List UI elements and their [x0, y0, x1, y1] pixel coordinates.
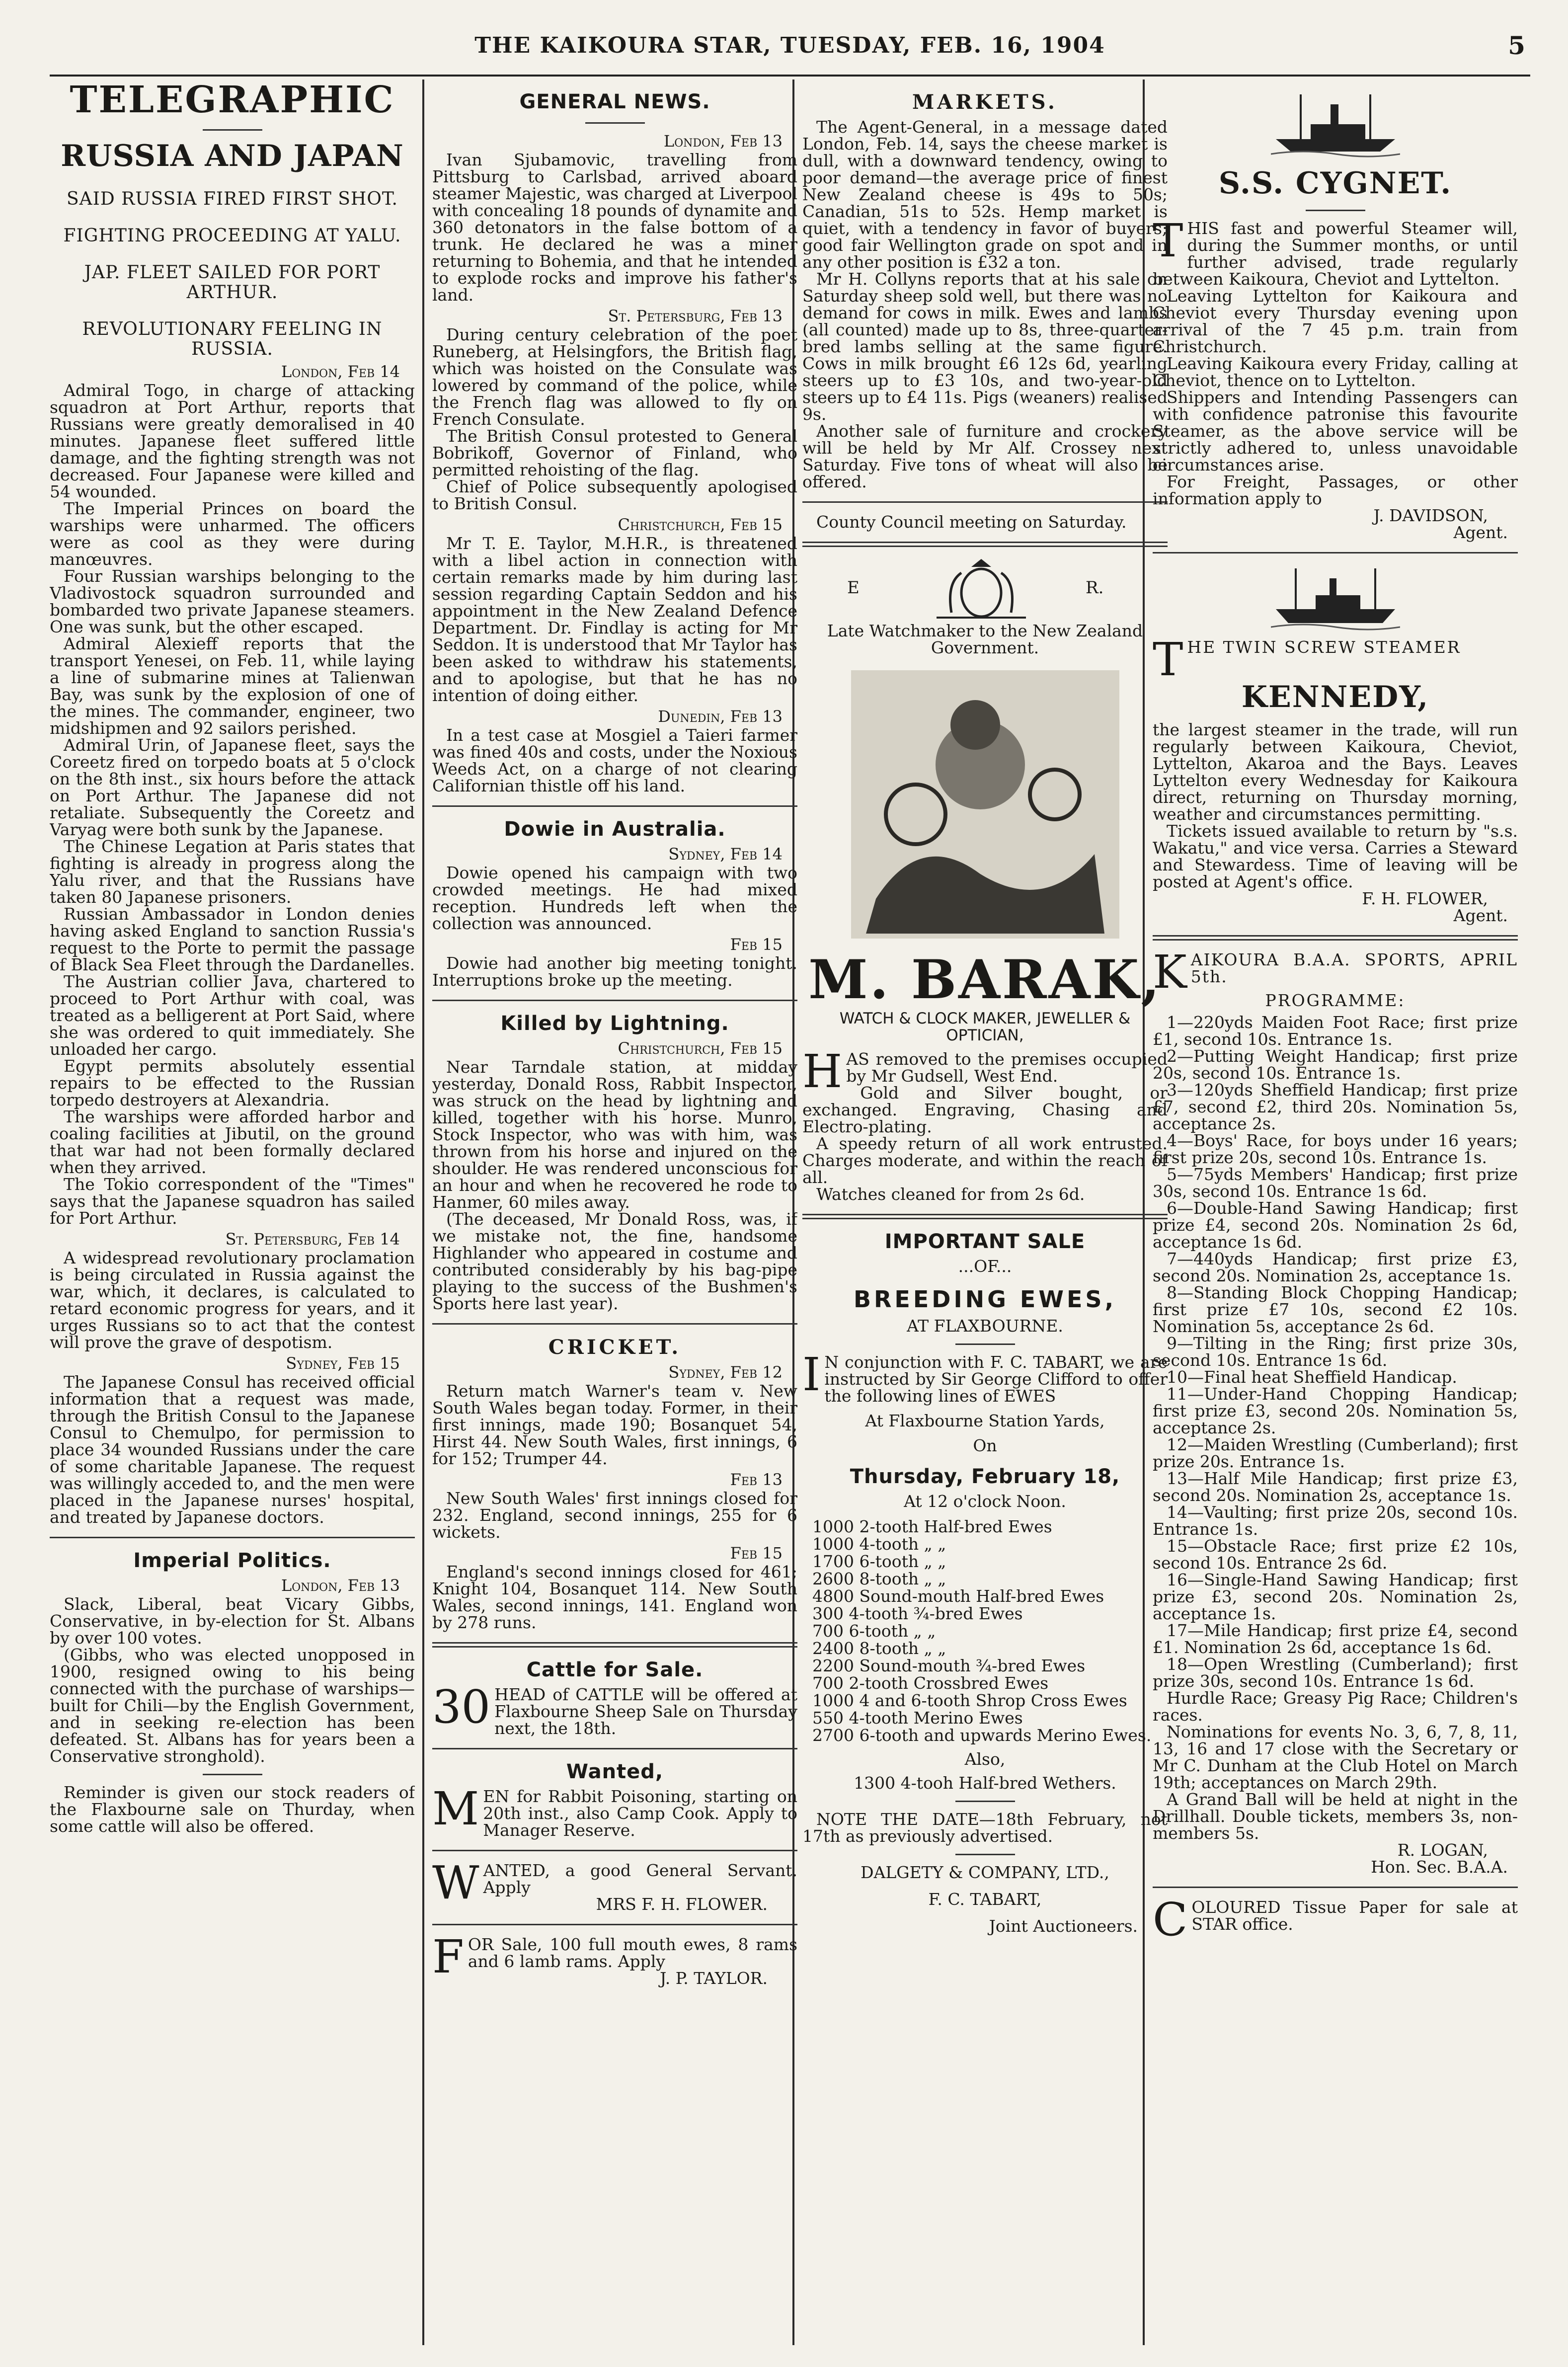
- dateline: St. Petersburg, Feb 13: [608, 307, 783, 325]
- ad-subline: On: [973, 1436, 997, 1455]
- ad-signature: Agent.: [1453, 523, 1508, 542]
- page-number: 5: [1508, 31, 1525, 60]
- paragraph: The Chinese Legation at Paris states that fighting is already in progress along the Yalu river, and that the Russians have taken 80 Japanese prisoners.: [50, 837, 415, 907]
- list-item: 300 4-tooth ¾-bred Ewes: [812, 1604, 1023, 1623]
- section-heading: CRICKET.: [548, 1336, 682, 1359]
- list-item: 14—Vaulting; first prize 20s, second 10s. Entrance 1s.: [1153, 1502, 1518, 1539]
- list-item: Hurdle Race; Greasy Pig Race; Children's races.: [1153, 1688, 1518, 1725]
- dateline: Christchurch, Feb 15: [618, 515, 783, 534]
- list-item: 1000 2-tooth Half-bred Ewes: [812, 1517, 1052, 1536]
- drop-cap: K: [1153, 946, 1187, 999]
- paragraph: England's second innings closed for 461; Knight 104, Bosanquet 114. New South Wales, second innings, 141. England won by 278 runs.: [432, 1562, 797, 1632]
- paragraph: In a test case at Mosgiel a Taieri farmer was fined 40s and costs, under the Noxious Weeds Act, on a charge of not clearing Californian thistle off his land.: [432, 725, 797, 795]
- masthead-title: THE KAIKOURA STAR, TUESDAY, FEB. 16, 1904: [474, 33, 1105, 58]
- divider: [432, 1323, 797, 1325]
- classified-ad: 30 HEAD of CATTLE will be offered at Flaxbourne Sheep Sale on Thursday next, the 18th.: [432, 1680, 797, 1738]
- drop-cap: W: [432, 1856, 479, 1909]
- ad-lead: KAIKOURA B.A.A. SPORTS, APRIL 5th.: [1153, 946, 1518, 999]
- drop-cap: I: [802, 1348, 821, 1401]
- divider: [432, 1000, 797, 1001]
- paragraph: Ivan Sjubamovic, travelling from Pittsburg to Carlsbad, arrived aboard steamer Majestic, was charged at Liverpool with concealing 18 pounds of dynamite and 360 detonators in the false bottom of a trunk. He declared he was a miner returning to Bohemia, and that he intended to explode rocks and improve his father's land.: [432, 150, 797, 305]
- drop-cap: F: [432, 1930, 464, 1983]
- drop-cap: T: [1153, 214, 1183, 267]
- paragraph: A widespread revolutionary proclamation is being circulated in Russia against the war, which, it declares, is calculated to retard economic progress for years, and it urges Russians so to act that the contest will prove the grave of despotism.: [50, 1248, 415, 1352]
- paragraph: the largest steamer in the trade, will run regularly between Kaikoura, Cheviot, Lyttelton, Akaroa and the Bays. Leaves Lyttelton every Wednesday for Kaikoura direct, returning on Thursday morning, weather and circumstances permitting.: [1153, 720, 1518, 824]
- paragraph: Egypt permits absolutely essential repairs to be effected to the Russian torpedo destroyers at Alexandria.: [50, 1056, 415, 1109]
- ad-subline: AT FLAXBOURNE.: [907, 1316, 1063, 1336]
- paragraph: Leaving Lyttelton for Kaikoura and Cheviot every Thursday evening upon arrival of the 7 45 p.m. train from Christchurch.: [1153, 286, 1518, 356]
- paragraph: Chief of Police subsequently apologised to British Consul.: [432, 477, 797, 513]
- list-item: 2—Putting Weight Handicap; first prize 20s, second 10s. Entrance 1s.: [1153, 1046, 1518, 1083]
- paragraph: (The deceased, Mr Donald Ross, was, if we mistake not, the fine, handsome Highlander who appeared in costume and contributed considerably by his bag-pipe playing to the success of the Bushmen's Sports here last year).: [432, 1209, 797, 1313]
- masthead: [50, 20, 1530, 77]
- ad-subline: At Flaxbourne Station Yards,: [865, 1411, 1105, 1430]
- dateline: Sydney, Feb 12: [668, 1363, 783, 1382]
- paragraph: Russian Ambassador in London denies having asked England to sanction Russia's request to the Porte to permit the passage of Black Sea Fleet through the Dardanelles.: [50, 904, 415, 974]
- crest-letter: R.: [1086, 578, 1104, 598]
- paragraph: (Gibbs, who was elected unopposed in 1900, resigned owing to his being connected with the purchase of warships—built for Chili—by the English Government, and in seeking re-election has been defeated. St. Albans has for years been a Conservative stronghold).: [50, 1645, 415, 1766]
- list-item: 13—Half Mile Handicap; first prize £3, second 20s. Nomination 2s, acceptance 1s.: [1153, 1469, 1518, 1505]
- paragraph: Reminder is given our stock readers of the Flaxbourne sale on Thurday, when some cattle will also be offered.: [50, 1783, 415, 1836]
- list-item: 9—Tilting in the Ring; first prize 30s, second 10s. Entrance 1s 6d.: [1153, 1334, 1518, 1370]
- divider: [432, 1850, 797, 1851]
- paragraph: NOTE THE DATE—18th February, not 17th as previously advertised.: [802, 1810, 1168, 1846]
- ad-heading: IMPORTANT SALE: [884, 1230, 1086, 1253]
- paragraph: During century celebration of the poet Runeberg, at Helsingfors, the British flag, which was hoisted on the Consulate was lowered by command of the police, while the French flag was allowed to fly on French Consulate.: [432, 325, 797, 429]
- jeweller-trade: WATCH & CLOCK MAKER, JEWELLER & OPTICIAN,: [839, 1010, 1131, 1044]
- auctioneer: DALGETY & COMPANY, LTD.,: [861, 1863, 1109, 1882]
- paragraph: For Freight, Passages, or other information apply to: [1153, 472, 1518, 508]
- paragraph: Admiral Alexieff reports that the transport Yenesei, on Feb. 11, while laying a line of submarine mines at Talienwan Bay, was sunk by the explosion of one of the mines. The commander, engineer, two midshipmen and 92 sailors perished.: [50, 634, 415, 738]
- ad-signature: J. DAVIDSON,: [1373, 506, 1488, 525]
- ad-signature: MRS F. H. FLOWER.: [596, 1894, 768, 1914]
- paragraph: The Japanese Consul has received official information that a request was made, through the British Consul to the Japanese Consul to Chemulpo, for permission to place 34 wounded Russians under the care of some charitable Japanese. The request was willingly acceded to, and the men were placed in the Japanese nurses' hospital, and treated by Japanese doctors.: [50, 1372, 415, 1527]
- paragraph: Another sale of furniture and crockery will be held by Mr Alf. Crossey next Saturday. Five tons of wheat will also be offered.: [802, 421, 1168, 491]
- paragraph: The Tokio correspondent of the "Times" says that the Japanese squadron has sailed for Port Arthur.: [50, 1175, 415, 1228]
- list-item: 8—Standing Block Chopping Handicap; first prize £7 10s, second £2 10s. Nomination 5s, acceptance 2s 6d.: [1153, 1283, 1518, 1336]
- ad-heading: KENNEDY,: [1241, 680, 1429, 714]
- ad-subline: Also,: [964, 1749, 1006, 1769]
- paragraph: Mr T. E. Taylor, M.H.R., is threatened with a libel action in connection with certain remarks made by him during last session regarding Captain Seddon and his appointment in the New Zealand Defence Department. Dr. Findlay is acting for Mr Seddon. It is understood that Mr Taylor has been asked to withdraw his statements, and to apologise, but that he has no intention of doing either.: [432, 534, 797, 705]
- paragraph: Four Russian warships belonging to the Vladivostock squadron surrounded and bombarded two private Japanese steamers. One was sunk, but the other escaped.: [50, 566, 415, 636]
- drop-cap: H: [802, 1045, 843, 1098]
- divider: [1153, 552, 1518, 553]
- dateline: Dunedin, Feb 13: [658, 707, 783, 726]
- list-item: 1—220yds Maiden Foot Race; first prize £1, second 10s. Entrance 1s.: [1153, 1013, 1518, 1049]
- section-heading: Dowie in Australia.: [504, 818, 726, 841]
- auctioneer-label: Joint Auctioneers.: [989, 1916, 1138, 1936]
- paragraph: The Imperial Princes on board the warships were unharmed. The officers were as cool as they were during manœuvres.: [50, 499, 415, 569]
- paragraph: New South Wales' first innings closed for 232. England, second innings, 255 for 6 wickets.: [432, 1489, 797, 1542]
- dateline: London, Feb 13: [281, 1576, 400, 1595]
- section-heading: Killed by Lightning.: [500, 1012, 729, 1035]
- crest-letter: E: [847, 578, 860, 598]
- paragraph: Tickets issued available to return by "s.s. Wakatu," and vice versa. Carries a Steward and Stewardess. Time of leaving will be posted at Agent's office.: [1153, 821, 1518, 891]
- ad-signature: R. LOGAN,: [1397, 1840, 1488, 1860]
- paragraph: THIS fast and powerful Steamer will, during the Summer months, or until further advised, trade regularly between Kaikoura, Cheviot and Lyttelton.: [1153, 214, 1518, 289]
- column-telegraphic: [50, 79, 415, 2345]
- list-item: 1000 4 and 6-tooth Shrop Cross Ewes: [812, 1691, 1127, 1710]
- column-markets: [802, 79, 1168, 2345]
- subheadline: SAID RUSSIA FIRED FIRST SHOT.: [66, 189, 398, 209]
- paragraph: Gold and Silver bought, or exchanged. Engraving, Chasing and Electro-plating.: [802, 1083, 1168, 1136]
- ad-signature: Agent.: [1453, 906, 1508, 925]
- royal-crest: [802, 558, 1168, 623]
- drop-cap: 30: [432, 1680, 491, 1734]
- paragraph: I N conjunction with F. C. TABART, we are instructed by Sir George Clifford to offer the following lines of EWES: [802, 1348, 1168, 1406]
- jeweller-name: M. BARAK,: [808, 948, 1162, 1011]
- ad-lead: THE TWIN SCREW STEAMER: [1153, 633, 1461, 686]
- list-item: 1000 4-tooth „ „: [812, 1534, 946, 1554]
- divider: [955, 1801, 1015, 1802]
- paragraph: HAS removed to the premises occupied by Mr Gudsell, West End.: [802, 1045, 1168, 1098]
- divider: [802, 1214, 1168, 1219]
- list-item: 15—Obstacle Race; first prize £2 10s, second 10s. Entrance 2s 6d.: [1153, 1536, 1518, 1573]
- cherub-engraving-icon: [846, 665, 1124, 944]
- dateline: Feb 13: [730, 1470, 783, 1489]
- ad-subline: ...OF...: [958, 1257, 1012, 1276]
- list-item: 11—Under-Hand Chopping Handicap; first prize £3, second 20s. Nomination 5s, acceptance 2s.: [1153, 1384, 1518, 1437]
- dateline: London, Feb 14: [281, 362, 400, 381]
- classified-ad: FOR Sale, 100 full mouth ewes, 8 rams and 6 lamb rams. Apply: [432, 1930, 797, 1983]
- dateline: Sydney, Feb 15: [286, 1354, 400, 1373]
- divider: [1153, 1887, 1518, 1888]
- list-item: 2600 8-tooth „ „: [812, 1569, 946, 1588]
- divider: [802, 542, 1168, 547]
- list-item: 4800 Sound-mouth Half-bred Ewes: [812, 1586, 1104, 1606]
- list-item: 700 6-tooth „ „: [812, 1621, 936, 1641]
- paragraph: Admiral Togo, in charge of attacking squadron at Port Arthur, reports that Russians were greatly demoralised in 40 minutes. Japanese fleet suffered little damage, and the fighting strength was not decreased. Four Japanese were killed and 54 wounded.: [50, 381, 415, 501]
- divider: [432, 1748, 797, 1749]
- subheadline: REVOLUTIONARY FEELING IN RUSSIA.: [82, 319, 383, 359]
- ad-signature: Hon. Sec. B.A.A.: [1371, 1857, 1508, 1877]
- list-item: 18—Open Wrestling (Cumberland); first prize 30s, second 10s. Entrance 1s 6d.: [1153, 1655, 1518, 1691]
- dateline: Sydney, Feb 14: [668, 845, 783, 864]
- drop-cap: C: [1153, 1893, 1188, 1946]
- paragraph: Watches cleaned for from 2s 6d.: [816, 1184, 1085, 1204]
- classified-ad: WANTED, a good General Servant. Apply: [432, 1856, 797, 1909]
- divider: [432, 1642, 797, 1648]
- section-heading: TELEGRAPHIC: [70, 79, 395, 121]
- auctioneer: F. C. TABART,: [928, 1890, 1042, 1909]
- steamer-icon: [1271, 564, 1400, 634]
- coat-of-arms-icon: [917, 558, 1046, 623]
- ad-heading: Wanted,: [566, 1760, 664, 1783]
- list-item: 550 4-tooth Merino Ewes: [812, 1708, 1023, 1728]
- list-item: 10—Final heat Sheffield Handicap.: [1167, 1367, 1457, 1387]
- paragraph: Dowie opened his campaign with two crowded meetings. He had mixed reception. Hundreds left when the collection was announced.: [432, 863, 797, 933]
- subheadline: FIGHTING PROCEEDING AT YALU.: [63, 226, 401, 246]
- dateline: London, Feb 13: [663, 132, 783, 151]
- dateline: Christchurch, Feb 15: [618, 1039, 783, 1058]
- paragraph: The Austrian collier Java, chartered to proceed to Port Arthur with coal, was treated as a belligerent at Port Said, where she was ordered to quit immediately. She unloaded her cargo.: [50, 972, 415, 1059]
- paragraph: The British Consul protested to General Bobrikoff, Governor of Finland, who permitted rehoisting of the flag.: [432, 426, 797, 479]
- dateline: Feb 15: [730, 1544, 783, 1563]
- ad-signature: F. H. FLOWER,: [1362, 889, 1488, 908]
- list-item: 6—Double-Hand Sawing Handicap; first prize £4, second 20s. Nomination 2s 6d, acceptance 1s 6d.: [1153, 1198, 1518, 1252]
- divider: [50, 1537, 415, 1538]
- paragraph: Leaving Kaikoura every Friday, calling at Cheviot, thence on to Lyttelton.: [1153, 354, 1518, 390]
- ewes-list: [802, 1518, 1168, 1744]
- ad-signature: J. P. TAYLOR.: [660, 1969, 768, 1988]
- divider: [585, 122, 645, 124]
- paragraph: The warships were afforded harbor and coaling facilities at Jibutil, on the ground that war had not been formally declared when they arrived.: [50, 1107, 415, 1177]
- divider: [432, 1924, 797, 1925]
- dateline: St. Petersburg, Feb 14: [225, 1230, 400, 1249]
- programme-label: PROGRAMME:: [1265, 991, 1406, 1010]
- list-item: 16—Single-Hand Sawing Handicap; first prize £3, second 20s. Nomination 2s, acceptance 1s.: [1153, 1570, 1518, 1623]
- classified-ad: COLOURED Tissue Paper for sale at STAR office.: [1153, 1893, 1518, 1946]
- paragraph: Slack, Liberal, beat Vicary Gibbs, Conservative, in by-election for St. Albans by over 100 votes.: [50, 1594, 415, 1648]
- divider: [203, 129, 262, 131]
- divider: [955, 1854, 1015, 1855]
- section-heading: GENERAL NEWS.: [519, 90, 710, 113]
- drop-cap: T: [1153, 633, 1183, 686]
- ad-subline: At 12 o'clock Noon.: [904, 1492, 1066, 1511]
- article-headline: RUSSIA AND JAPAN: [61, 139, 404, 173]
- divider: [203, 1774, 262, 1775]
- paragraph: County Council meeting on Saturday.: [816, 512, 1127, 532]
- sale-date: Thursday, February 18,: [850, 1465, 1120, 1488]
- divider: [1153, 935, 1518, 941]
- ad-heading: Cattle for Sale.: [526, 1658, 704, 1681]
- paragraph: Near Tarndale station, at midday yesterday, Donald Ross, Rabbit Inspector, was struck on the head by lightning and killed, together with his horse. Munro, Stock Inspector, who was with him, was thrown from his horse and injured on the shoulder. He was rendered unconscious for an hour and when he recovered he rode to Hanmer, 60 miles away.: [432, 1057, 797, 1212]
- paragraph: Shippers and Intending Passengers can with confidence patronise this favourite Steamer, as the above service will be strictly adhered to, unless unavoidable circumstances arise.: [1153, 388, 1518, 474]
- ad-subline: 1300 4-tooh Half-bred Wethers.: [854, 1773, 1116, 1793]
- list-item: 12—Maiden Wrestling (Cumberland); first prize 20s. Entrance 1s.: [1153, 1435, 1518, 1471]
- column-general-news: [432, 79, 797, 2345]
- paragraph: Admiral Urin, of Japanese fleet, says the Coreetz fired on torpedo boats at 5 o'clock on the 8th inst., six hours before the attack on Port Arthur. The Japanese did not retaliate. Subsequently the Coreetz and Varyag were both sunk by the Japanese.: [50, 735, 415, 839]
- classified-ad: MEN for Rabbit Poisoning, starting on 20th inst., also Camp Cook. Apply to Manager Reserve.: [432, 1782, 797, 1840]
- column-advertisements: [1153, 79, 1518, 2345]
- ad-heading: BREEDING EWES,: [853, 1286, 1117, 1313]
- section-heading: Imperial Politics.: [133, 1549, 331, 1572]
- divider: [1306, 210, 1365, 211]
- paragraph: A Grand Ball will be held at night in the Drillhall. Double tickets, members 3s, non-members 5s.: [1153, 1790, 1518, 1843]
- divider: [802, 501, 1168, 503]
- divider: [955, 1343, 1015, 1345]
- warrant-line: Late Watchmaker to the New Zealand Government.: [827, 621, 1143, 657]
- steamer-icon: [1271, 89, 1400, 159]
- dateline: Feb 15: [730, 935, 783, 954]
- column-rule: [422, 79, 424, 2345]
- list-item: 1700 6-tooth „ „: [812, 1552, 946, 1571]
- section-heading: MARKETS.: [912, 90, 1058, 114]
- list-item: 5—75yds Members' Handicap; first prize 30s, second 10s. Entrance 1s 6d.: [1153, 1165, 1518, 1201]
- paragraph: Mr H. Collyns reports that at his sale on Saturday sheep sold well, but there was no demand for cows in milk. Ewes and lambs (all counted) made up to 8s, three-quarter-bred lambs selling at the same figure. Cows in milk brought £6 12s 6d, yearling steers up to £3 10s, and two-year-old steers up to £4 11s. Pigs (weaners) realised 9s.: [802, 269, 1168, 424]
- subheadline: JAP. FLEET SAILED FOR PORT ARTHUR.: [84, 262, 381, 303]
- list-item: 2700 6-tooth and upwards Merino Ewes.: [812, 1726, 1152, 1745]
- list-item: 4—Boys' Race, for boys under 16 years; first prize 20s, second 10s. Entrance 1s.: [1153, 1131, 1518, 1167]
- event-list: [1153, 1014, 1518, 1724]
- paragraph: A speedy return of all work entrusted. Charges moderate, and within the reach of all.: [802, 1134, 1168, 1187]
- list-item: 7—440yds Handicap; first prize £3, second 20s. Nomination 2s, acceptance 1s.: [1153, 1249, 1518, 1285]
- list-item: 17—Mile Handicap; first prize £4, second £1. Nomination 2s 6d, acceptance 1s 6d.: [1153, 1621, 1518, 1657]
- paragraph: Return match Warner's team v. New South Wales began today. Former, in their first innings, made 190; Bosanquet 54, Hirst 44. New South Wales, first innings, 6 for 152; Trumper 44.: [432, 1381, 797, 1468]
- list-item: 700 2-tooth Crossbred Ewes: [812, 1673, 1049, 1693]
- drop-cap: M: [432, 1782, 479, 1835]
- paragraph: Dowie had another big meeting tonight. Interruptions broke up the meeting.: [432, 953, 797, 990]
- list-item: 3—120yds Sheffield Handicap; first prize £7, second £2, third 20s. Nomination 5s, acceptance 2s.: [1153, 1080, 1518, 1133]
- list-item: 2200 Sound-mouth ¾-bred Ewes: [812, 1656, 1086, 1675]
- paragraph: Nominations for events No. 3, 6, 7, 8, 11, 13, 16 and 17 close with the Secretary or Mr C. Dunham at the Club Hotel on March 19th; acceptances on March 29th.: [1153, 1722, 1518, 1792]
- paragraph: The Agent-General, in a message dated London, Feb. 14, says the cheese market is dull, with a downward tendency, owing to poor demand—the average price of finest New Zealand cheese is 49s to 50s; Canadian, 51s to 52s. Hemp market is quiet, with a tendency in favor of buyers; good fair Wellington grade on spot and in any other position is £32 a ton.: [802, 117, 1168, 272]
- list-item: 2400 8-tooth „ „: [812, 1639, 946, 1658]
- divider: [432, 805, 797, 807]
- ad-heading: S.S. CYGNET.: [1218, 166, 1452, 201]
